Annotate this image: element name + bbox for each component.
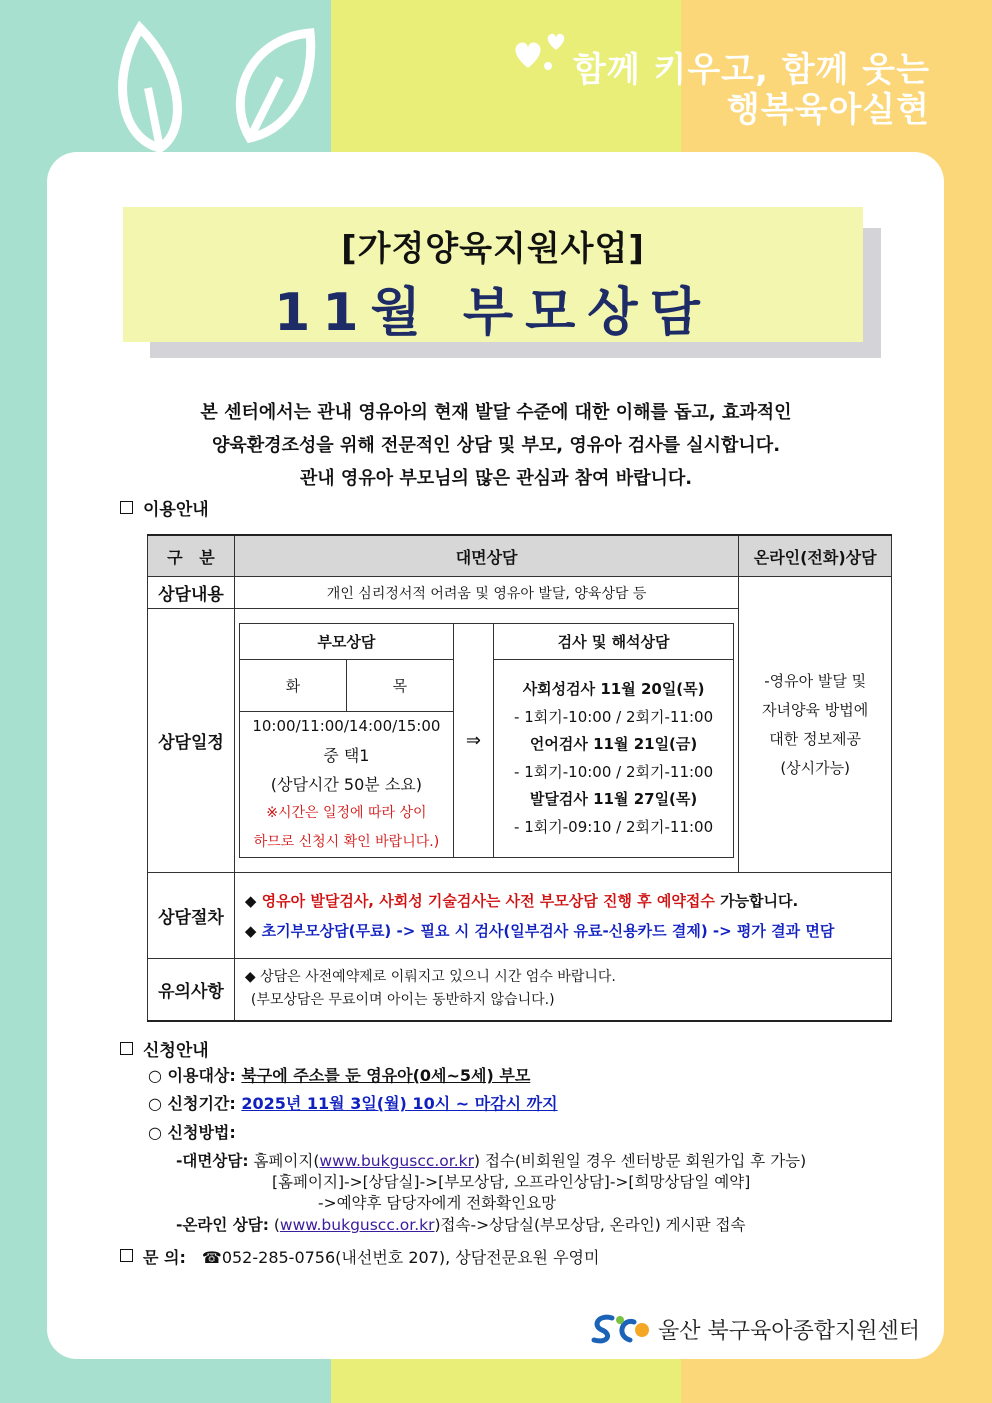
notice-text: ◆ 상담은 사전예약제로 이뤄지고 있으니 시간 엄수 바랍니다. (부모상담은 무료이며 아이는 동반하지 않습니다.)	[234, 959, 891, 1021]
intro-line: 관내 영유아 부모님의 많은 관심과 참여 바랍니다.	[299, 468, 693, 489]
section-apply: 신청안내	[120, 1036, 209, 1061]
slogan-line1: 함께 키우고, 함께 웃는	[572, 50, 930, 90]
title-box	[123, 207, 863, 342]
test-schedule: 사회성검사 11월 20일(목) - 1회기-10:00 / 2회기-11:00 언어검사 11월 21일(금) - 1회기-10:00 / 2회기-11:00 발달검사 11월 27일(목) - 1회기-09:10 / 2회기-11:00	[493, 660, 733, 858]
schedule-inner	[239, 623, 734, 858]
hearts-icon	[508, 28, 578, 78]
parent-title: 부모상담	[239, 624, 453, 660]
apply-target: ○ 이용대상: 북구에 주소를 둔 영유아(0세~5세) 부모	[148, 1066, 531, 1085]
slogan	[573, 50, 930, 130]
center-logo-icon	[590, 1312, 654, 1346]
test-title: 검사 및 해석상담	[493, 624, 733, 660]
header-category: 구 분	[148, 535, 235, 577]
schedule-cell	[234, 609, 738, 873]
header-online: 온라인(전화)상담	[739, 535, 892, 577]
usage-table	[147, 534, 892, 1022]
apply-face-path: [홈페이지]->[상담실]->[부모상담, 오프라인상담]->[희망상담일 예약]	[272, 1173, 751, 1191]
homepage-link[interactable]: www.bukguscc.or.kr	[279, 1216, 435, 1234]
online-info: -영유아 발달 및 자녀양육 방법에 대한 정보제공 (상시가능)	[739, 577, 892, 873]
checkbox-square-icon	[120, 501, 133, 514]
row-content-value: 개인 심리정서적 어려움 및 영유아 발달, 양육상담 등	[234, 577, 738, 609]
footer-org: 울산 북구육아종합지원센터	[590, 1312, 920, 1346]
title-main: 11월 부모상담	[274, 283, 712, 343]
apply-face: -대면상담: 홈페이지(www.bukguscc.or.kr) 접수(비회원일 경우 센터방문 회원가입 후 가능)	[176, 1152, 807, 1170]
contact: 문 의: ☎052-285-0756(내선번호 207), 상담전문요원 우영미	[120, 1245, 599, 1268]
checkbox-square-icon	[120, 1042, 133, 1055]
day-thu: 목	[346, 660, 453, 712]
intro-text	[120, 396, 872, 495]
apply-method: ○ 신청방법:	[148, 1123, 236, 1142]
intro-line: 양육환경조성을 위해 전문적인 상담 및 부모, 영유아 검사를 실시합니다.	[211, 435, 781, 456]
apply-period: ○ 신청기간: 2025년 11월 3일(월) 10시 ~ 마감시 까지	[148, 1094, 558, 1113]
intro-line: 본 센터에서는 관내 영유아의 현재 발달 수준에 대한 이해를 돕고, 효과적인	[200, 402, 792, 423]
apply-online: -온라인 상담: (www.bukguscc.or.kr)접속->상담실(부모상담, 온라인) 게시판 접속	[176, 1216, 746, 1234]
procedure-text: ◆ 영유아 발달검사, 사회성 기술검사는 사전 부모상담 진행 후 예약접수 가능합니다. ◆ 초기부모상담(무료) -> 필요 시 검사(일부검사 유료-신용카드 결제) -> 평가 결과 면담	[234, 873, 891, 959]
row-notice-label: 유의사항	[148, 959, 235, 1021]
apply-face-path2: ->예약후 담당자에게 전화확인요망	[318, 1194, 557, 1212]
section-usage: 이용안내	[120, 495, 209, 520]
title-program: [가정양육지원사업]	[341, 229, 645, 269]
header-face: 대면상담	[234, 535, 738, 577]
row-content-label: 상담내용	[148, 577, 235, 609]
day-tue: 화	[239, 660, 346, 712]
slogan-line2: 행복육아실현	[726, 90, 930, 130]
leaf-icon	[100, 18, 330, 158]
arrow-icon: ⇒	[453, 624, 493, 858]
checkbox-square-icon	[120, 1249, 133, 1262]
row-schedule-label: 상담일정	[148, 609, 235, 873]
homepage-link[interactable]: www.bukguscc.or.kr	[319, 1152, 474, 1170]
parent-schedule: 10:00/11:00/14:00/15:00 중 택1 (상담시간 50분 소요) ※시간은 일정에 따라 상이 하므로 신청시 확인 바랍니다.)	[239, 712, 453, 858]
row-procedure-label: 상담절차	[148, 873, 235, 959]
